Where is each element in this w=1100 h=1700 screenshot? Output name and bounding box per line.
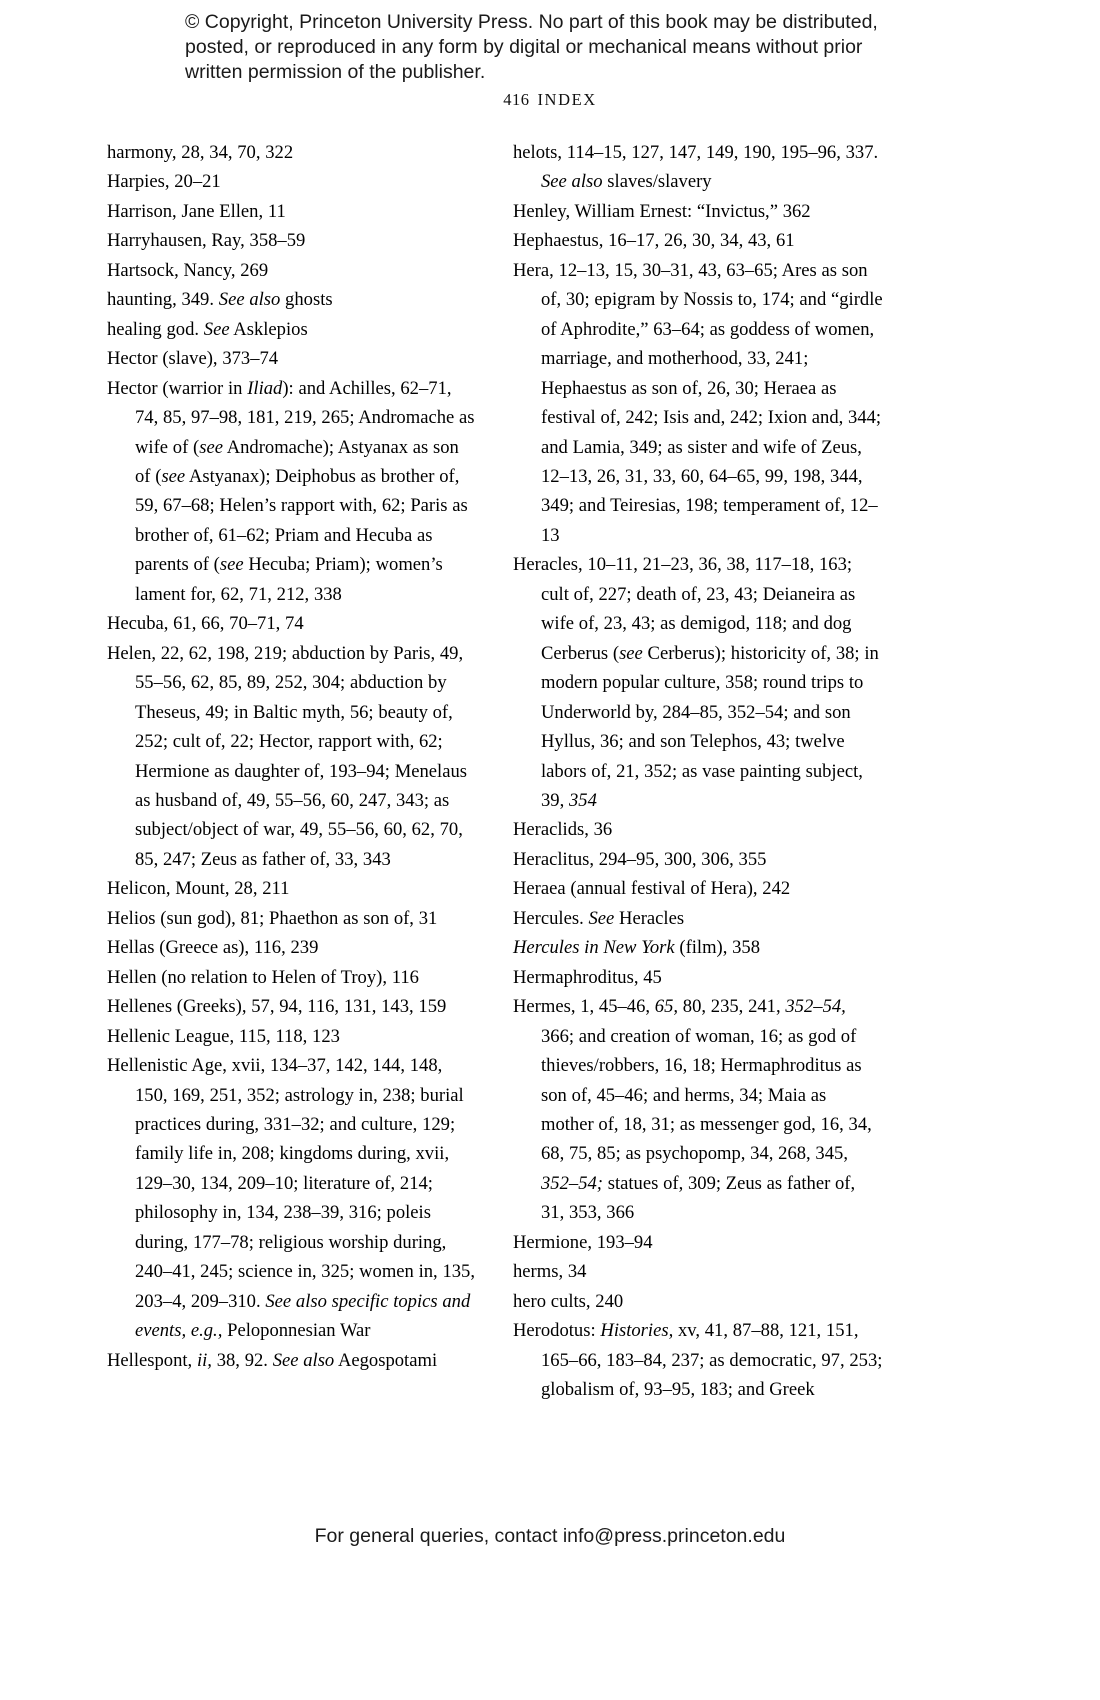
index-entry: Helicon, Mount, 28, 211 [107, 878, 290, 900]
index-entry: Hector (warrior in Iliad): and Achilles, 62–71, 74, 85, 97–98, 181, 219, 265; Andromache as wife of (see Andromache); Astyanax as son of (see Astyanax); Deiphobus as brother of, 59, 67–68; Helen’s rapport with, 62; Paris as brother of, 61–62; Priam and Hecuba as parents of (see Hecuba; Priam); women’s lament for, 62, 71, 212, 338 [107, 377, 475, 605]
index-entry: Helios (sun god), 81; Phaethon as son of, 31 [107, 907, 438, 929]
index-columns [0, 138, 1100, 1438]
index-entry: Hellas (Greece as), 116, 239 [107, 937, 319, 959]
index-entry: Hellenistic Age, xvii, 134–37, 142, 144, 148, 150, 169, 251, 352; astrology in, 238; burial practices during, 331–32; and culture, 129; family life in, 208; kingdoms during, xvii, 129–30, 134, 209–10; literature of, 214; philosophy in, 134, 238–39, 316; poleis during, 177–78; religious worship during, 240–41, 245; science in, 325; women in, 135, 203–4, 209–310. See also specific topics and events, e.g., Peloponnesian War [107, 1055, 475, 1342]
index-entry: Hermaphroditus, 45 [513, 966, 662, 988]
index-entry: Hermione, 193–94 [513, 1231, 653, 1253]
index-entry: Harryhausen, Ray, 358–59 [107, 230, 306, 252]
index-column-right [513, 138, 883, 1404]
index-entry: Hartsock, Nancy, 269 [107, 259, 269, 281]
index-entry: Hera, 12–13, 15, 30–31, 43, 63–65; Ares as son of, 30; epigram by Nossis to, 174; and “girdle of Aphrodite,” 63–64; as goddess of women, marriage, and motherhood, 33, 241; Hephaestus as son of, 26, 30; Heraea as festival of, 242; Isis and, 242; Ixion and, 344; and Lamia, 349; as sister and wife of Zeus, 12–13, 26, 31, 33, 60, 64–65, 99, 198, 344, 349; and Teiresias, 198; temperament of, 12–13 [513, 259, 883, 546]
page-folio [0, 90, 1100, 110]
index-entry: Heraea (annual festival of Hera), 242 [513, 878, 791, 900]
index-entry: Heraclids, 36 [513, 819, 613, 841]
footer-notice: For general queries, contact info@press.princeton.edu [314, 1525, 786, 1547]
index-entry: Harrison, Jane Ellen, 11 [107, 200, 286, 222]
index-entry: Hellen (no relation to Helen of Troy), 116 [107, 966, 419, 988]
index-entry: hero cults, 240 [513, 1290, 624, 1312]
index-entry: Harpies, 20–21 [107, 171, 221, 193]
index-entry: healing god. See Asklepios [107, 318, 308, 340]
index-entry: harmony, 28, 34, 70, 322 [107, 142, 294, 163]
index-entry: Hellespont, ii, 38, 92. See also Aegospotami [107, 1349, 438, 1371]
index-entry: Herodotus: Histories, xv, 41, 87–88, 121, 151, 165–66, 183–84, 237; as democratic, 97, 253; globalism of, 93–95, 183; and Greek [513, 1320, 883, 1401]
index-entry: Heraclitus, 294–95, 300, 306, 355 [513, 848, 767, 870]
index-entry: Henley, William Ernest: “Invictus,” 362 [513, 200, 811, 222]
index-entry: Hercules. See Heracles [513, 907, 685, 929]
index-entry: Helen, 22, 62, 198, 219; abduction by Paris, 49, 55–56, 62, 85, 89, 252, 304; abduction by Theseus, 49; in Baltic myth, 56; beauty of, 252; cult of, 22; Hector, rapport with, 62; Hermione as daughter of, 193–94; Menelaus as husband of, 49, 55–56, 60, 247, 343; as subject/object of war, 49, 55–56, 60, 62, 70, 85, 247; Zeus as father of, 33, 343 [107, 642, 468, 870]
index-entry: Hecuba, 61, 66, 70–71, 74 [107, 613, 304, 635]
index-entry: Heracles, 10–11, 21–23, 36, 38, 117–18, 163; cult of, 227; death of, 23, 43; Deianeira as wife of, 23, 43; as demigod, 118; and dog Cerberus (see Cerberus); historicity of, 38; in modern popular culture, 358; round trips to Underworld by, 284–85, 352–54; and son Hyllus, 36; and son Telephos, 43; twelve labors of, 21, 352; as vase painting subject, 39, 354 [513, 554, 879, 811]
index-entry: helots, 114–15, 127, 147, 149, 190, 195–96, 337. See also slaves/slavery [513, 142, 879, 193]
index-column-left [107, 138, 477, 1375]
index-entry: Hercules in New York (film), 358 [513, 937, 761, 959]
copyright-notice: © Copyright, Princeton University Press. No part of this book may be distributed, posted, or reproduced in any form by digital or mechanical means without prior written permission of the publisher. [185, 11, 878, 83]
index-entry: Hellenic League, 115, 118, 123 [107, 1025, 340, 1047]
index-entry: Hellenes (Greeks), 57, 94, 116, 131, 143, 159 [107, 996, 447, 1018]
folio-label: INDEX [537, 90, 597, 109]
index-entry: Hermes, 1, 45–46, 65, 80, 235, 241, 352–54, 366; and creation of woman, 16; as god of thieves/robbers, 16, 18; Hermaphroditus as son of, 45–46; and herms, 34; Maia as mother of, 18, 31; as messenger god, 16, 34, 68, 75, 85; as psychopomp, 34, 268, 345, 352–54; statues of, 309; Zeus as father of, 31, 353, 366 [513, 996, 872, 1224]
index-entry: herms, 34 [513, 1261, 587, 1283]
index-entry: haunting, 349. See also ghosts [107, 289, 333, 311]
index-entry: Hephaestus, 16–17, 26, 30, 34, 43, 61 [513, 230, 795, 252]
index-entry: Hector (slave), 373–74 [107, 348, 279, 370]
folio-number: 416 [503, 90, 530, 109]
